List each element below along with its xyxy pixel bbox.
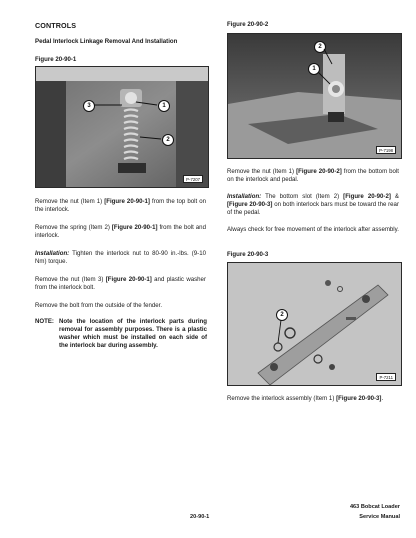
section-title: CONTROLS bbox=[35, 21, 77, 30]
subsection-title: Pedal Interlock Linkage Removal And Installation bbox=[35, 38, 178, 45]
callout-2: 2 bbox=[162, 134, 174, 146]
figure-20-90-3-photo bbox=[227, 262, 402, 386]
photo-id-7198: P-7198 bbox=[376, 146, 396, 154]
left-paragraph-installation: Installation: Tighten the interlock nut to 80-90 in.-lbs. (9-10 Nm) torque. bbox=[35, 250, 206, 265]
figure-label-2: Figure 20-90-2 bbox=[227, 21, 269, 28]
callout-1: 1 bbox=[308, 63, 320, 75]
callout-2: 2 bbox=[314, 41, 326, 53]
photo-id-7207: P-7207 bbox=[183, 175, 203, 183]
left-paragraph-5: Remove the bolt from the outside of the fender. bbox=[35, 302, 163, 309]
right-paragraph-installation: Installation: The bottom slot (Item 2) [Figure 20-90-2] & [Figure 20-90-3] on both interlock bars must be toward the rear of the pedal. bbox=[227, 193, 399, 216]
callout-2: 2 bbox=[276, 309, 288, 321]
page-number: 20-90-1 bbox=[190, 514, 210, 520]
left-paragraph-2: Remove the spring (Item 2) [Figure 20-90-1] from the bolt and interlock. bbox=[35, 224, 206, 239]
figure-20-90-2-photo bbox=[227, 33, 402, 159]
left-paragraph-4: Remove the nut (Item 3) [Figure 20-90-1] and plastic washer from the interlock bolt. bbox=[35, 276, 206, 291]
figure-label-1: Figure 20-90-1 bbox=[35, 56, 77, 63]
callout-arrows bbox=[228, 34, 401, 158]
note-text: Note the location of the interlock parts during removal for assembly purposes. There is a plastic washer which must be installed on each side of the interlock bar during assembly. bbox=[59, 318, 207, 349]
photo-id-7211: P-7211 bbox=[376, 373, 396, 381]
right-paragraph-4: Remove the interlock assembly (Item 1) [Figure 20-90-3]. bbox=[227, 395, 384, 402]
callout-1: 1 bbox=[158, 100, 170, 112]
footer-manual-title: 463 Bobcat Loader bbox=[349, 504, 400, 510]
note-label: NOTE: bbox=[35, 318, 54, 325]
callout-arrows bbox=[36, 67, 208, 187]
right-paragraph-3: Always check for free movement of the interlock after assembly. bbox=[227, 226, 399, 233]
right-paragraph-1: Remove the nut (Item 1) [Figure 20-90-2] from the bottom bolt on the interlock and pedal. bbox=[227, 168, 399, 183]
callout-3: 3 bbox=[83, 100, 95, 112]
left-paragraph-1: Remove the nut (Item 1) [Figure 20-90-1] from the top bolt on the interlock. bbox=[35, 198, 206, 213]
figure-label-3: Figure 20-90-3 bbox=[227, 251, 269, 258]
figure-20-90-1-photo bbox=[35, 66, 209, 188]
footer-manual-subtitle: Service Manual bbox=[359, 514, 400, 520]
callout-arrows bbox=[228, 263, 401, 385]
